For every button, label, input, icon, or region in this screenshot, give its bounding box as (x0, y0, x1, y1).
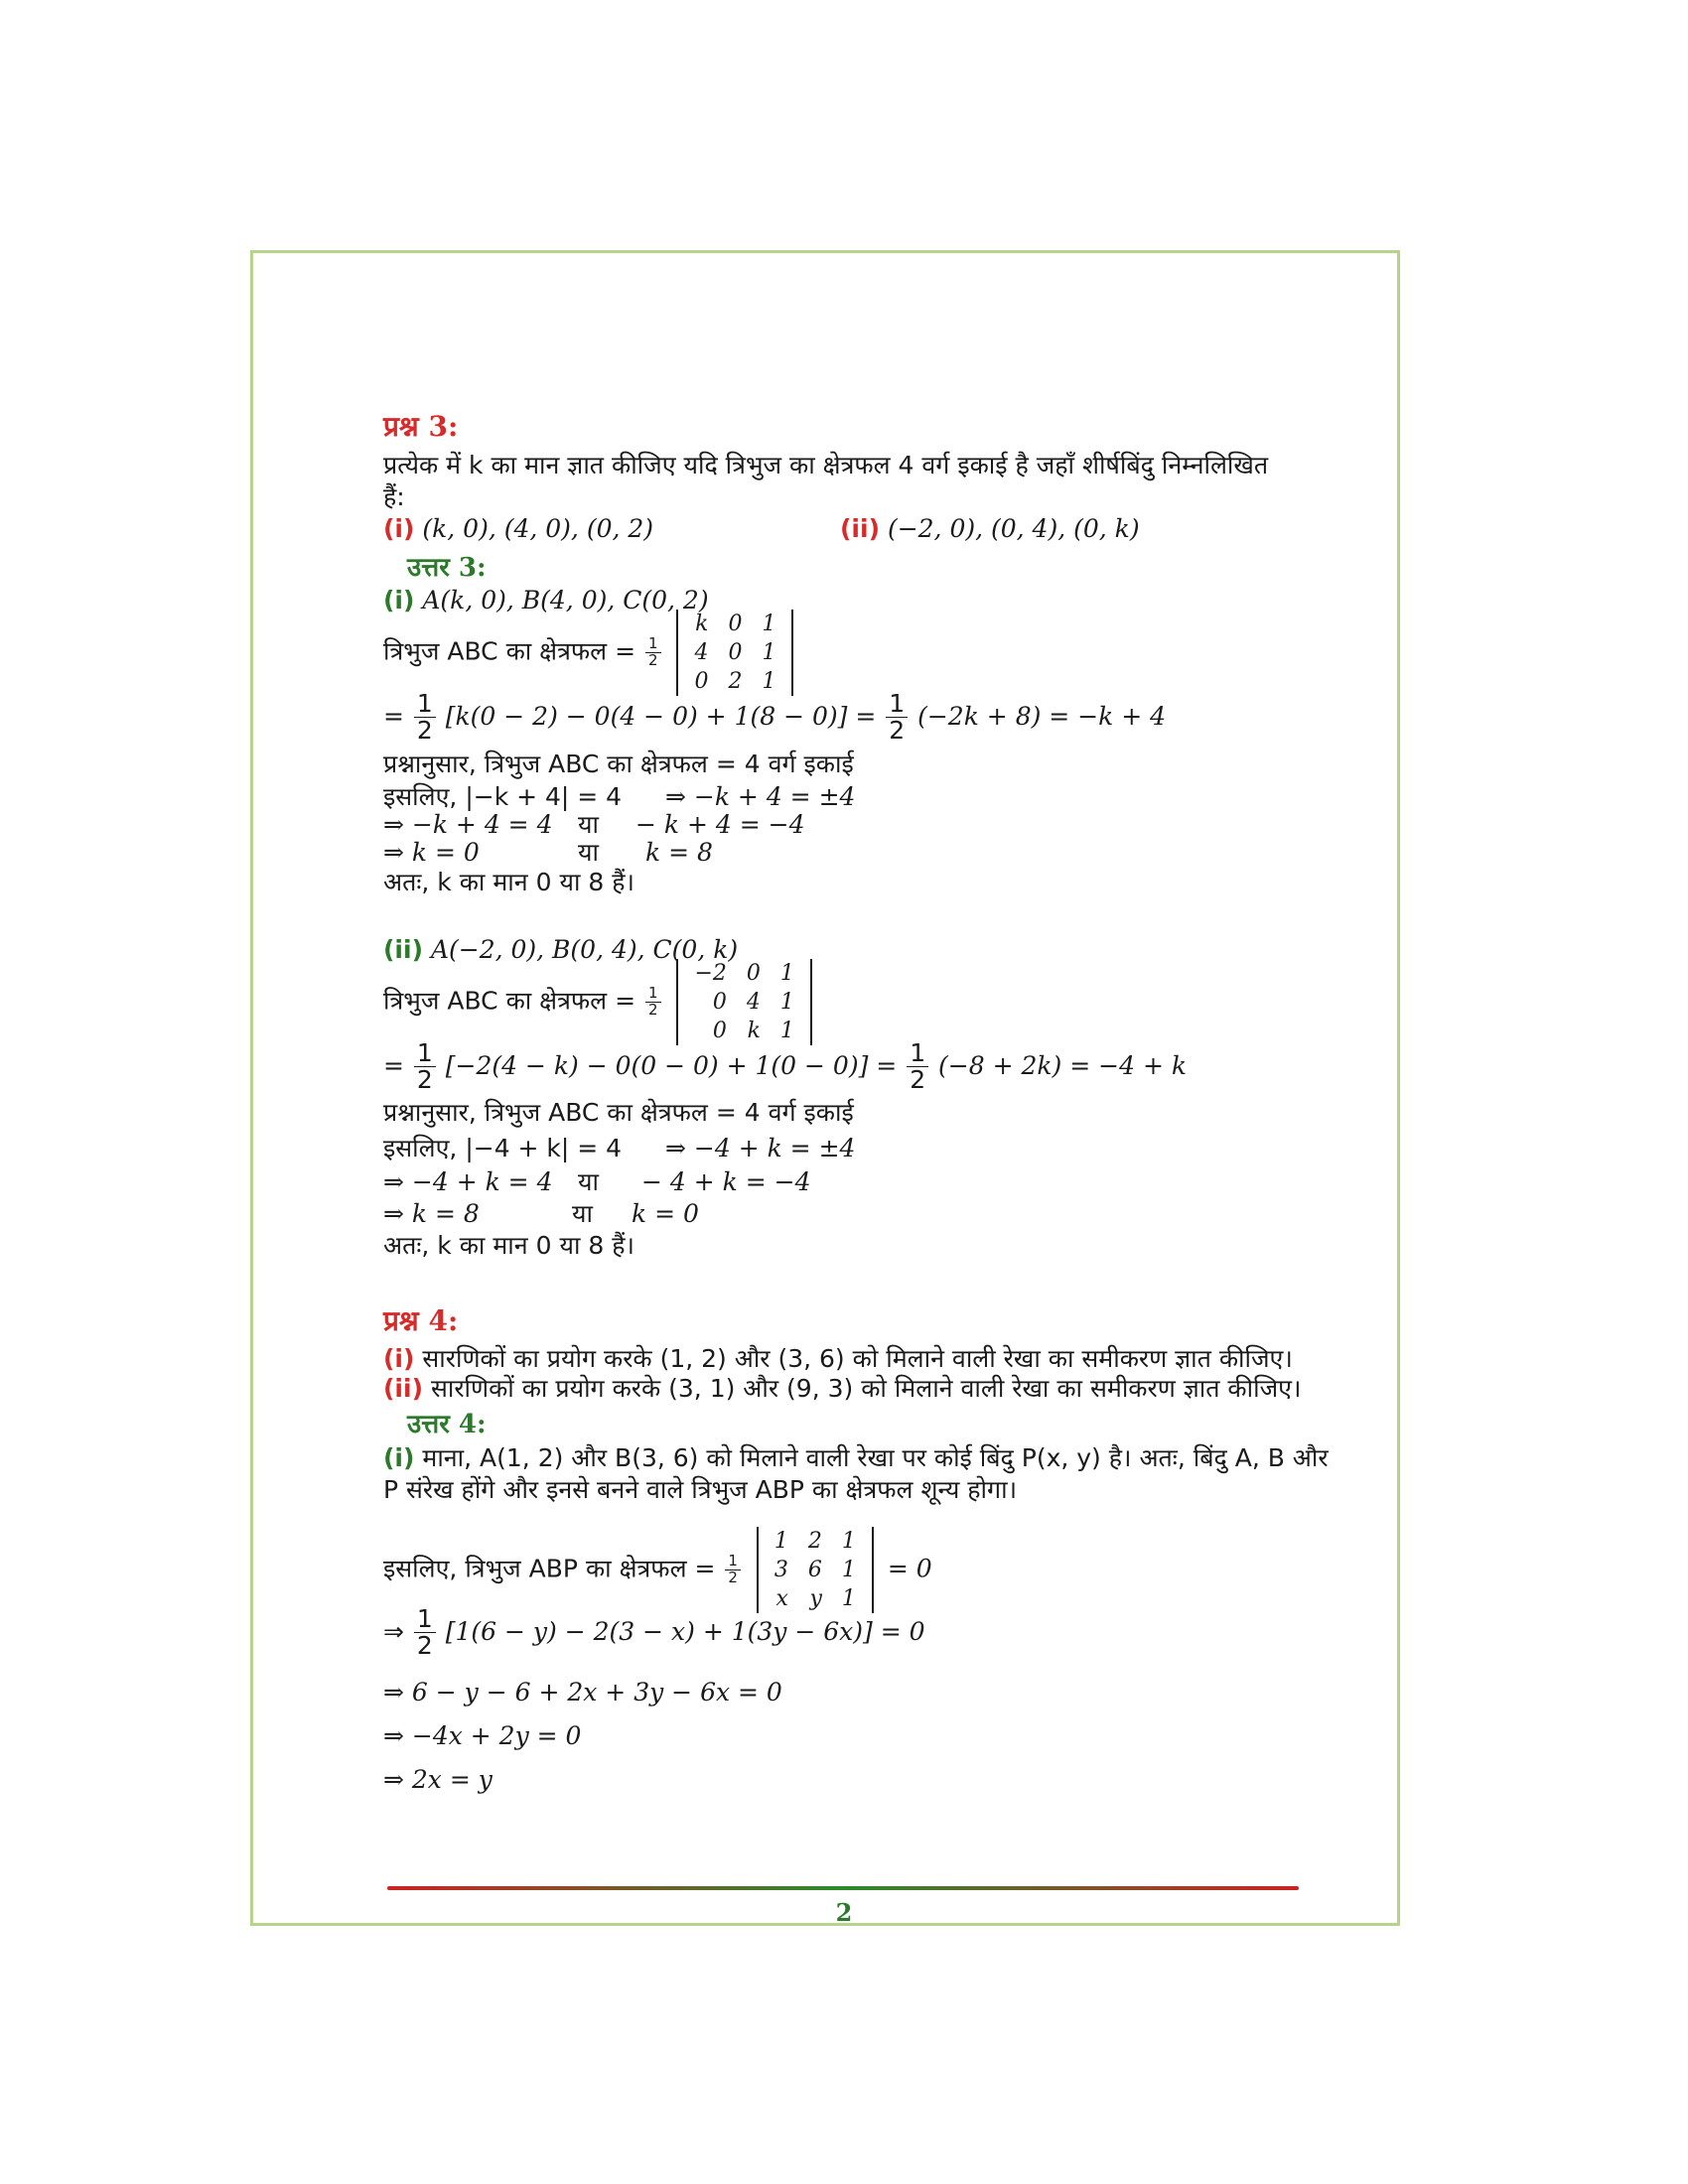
question-3-parts (383, 512, 653, 546)
determinant: 1 2 1 3 6 1 x y 1 (757, 1527, 874, 1613)
half-fraction: $\frac{1}{2}$ (414, 691, 436, 745)
a3-i-case-or: या (578, 810, 599, 839)
a3-ii-case-right: − 4 + k = −4 (641, 1167, 811, 1196)
a3-ii-sol-or: या (572, 1199, 593, 1228)
a4-i-text-line-2: P संरेख होंगे और इनसे बनने वाले त्रिभुज ABP का क्षेत्रफल शून्य होगा। (383, 1475, 1018, 1504)
a3-ii-abs-right: ⇒ −4 + k = ±4 (665, 1134, 856, 1162)
a3-i-points: A(k, 0), B(4, 0), C(0, 2) (422, 586, 709, 614)
question-3-part-ii (840, 512, 1140, 546)
a3-ii-sol-right: k = 0 (632, 1199, 699, 1228)
a4-i-label: (i) (383, 1443, 415, 1472)
a3-ii-abs-left: इसलिए, |−4 + k| = 4 (383, 1134, 623, 1162)
a4-i-text-line-1: (i) माना, A(1, 2) और B(3, 6) को मिलाने वाली रेखा पर कोई बिंदु P(x, y) है। अतः, बिंदु A, B और (383, 1443, 1329, 1472)
q4-part-i-text: सारणिकों का प्रयोग करके (1, 2) और (3, 6) को मिलाने वाली रेखा का समीकरण ज्ञात कीजिए। (422, 1344, 1293, 1373)
question-3-heading: प्रश्न 3: (383, 410, 459, 443)
a3-i-area-line (383, 610, 799, 696)
part-i-points: (k, 0), (4, 0), (0, 2) (422, 514, 654, 543)
a3-ii-points: A(−2, 0), B(0, 4), C(0, k) (430, 935, 739, 964)
a4-step-2: ⇒ 6 − y − 6 + 2x + 3y − 6x = 0 (383, 1678, 782, 1706)
question-4-part-ii (383, 1372, 1301, 1406)
page-content (383, 0, 1329, 2184)
a4-step-4: ⇒ 2x = y (383, 1765, 492, 1794)
a3-ii-expansion: = $\frac{1}{2}$ [−2(4 − k) − 0(0 − 0) + 1(0 − 0)] = $\frac{1}{2}$ (−8 + 2k) = −4 + k (383, 1038, 1187, 1095)
a3-i-case-right: − k + 4 = −4 (635, 810, 805, 839)
a3-ii-area-line (383, 959, 818, 1045)
part-ii-label: (ii) (840, 514, 880, 543)
half-fraction: $\frac{1}{2}$ (645, 986, 661, 1019)
a3-ii-condition: प्रश्नानुसार, त्रिभुज ABC का क्षेत्रफल = 4 वर्ग इकाई (383, 1098, 854, 1127)
a3-ii-case-or: या (578, 1167, 599, 1196)
area-prefix: त्रिभुज ABC का क्षेत्रफल = (383, 986, 636, 1016)
a3-i-sol-left: ⇒ k = 0 (383, 838, 480, 867)
part-i-label: (i) (383, 514, 415, 543)
footer-rule (387, 1886, 1299, 1890)
a3-i-abs-right: ⇒ −k + 4 = ±4 (665, 782, 856, 811)
area-prefix: इसलिए, त्रिभुज ABP का क्षेत्रफल = (383, 1554, 716, 1583)
half-fraction: $\frac{1}{2}$ (414, 1040, 436, 1094)
a3-i-expansion: = $\frac{1}{2}$ [k(0 − 2) − 0(4 − 0) + 1(8 − 0)] = $\frac{1}{2}$ (−2k + 8) = −k + 4 (383, 689, 1167, 746)
a3-i-sol-right: k = 8 (645, 838, 713, 867)
half-fraction: $\frac{1}{2}$ (907, 1040, 928, 1094)
answer-4-heading: उत्तर 4: (407, 1410, 487, 1439)
q4-part-ii-text: सारणिकों का प्रयोग करके (3, 1) और (9, 3) को मिलाने वाली रेखा का समीकरण ज्ञात कीजिए। (430, 1374, 1302, 1403)
a3-ii-conclusion: अतः, k का मान 0 या 8 हैं। (383, 1231, 634, 1260)
q4-part-ii-label: (ii) (383, 1374, 423, 1403)
area-prefix: त्रिभुज ABC का क्षेत्रफल = (383, 636, 636, 666)
q4-part-i-label: (i) (383, 1344, 415, 1373)
a3-i-abs-left: इसलिए, |−k + 4| = 4 (383, 782, 623, 811)
question-3-statement-line-1: प्रत्येक में k का मान ज्ञात कीजिए यदि त्रिभुज का क्षेत्रफल 4 वर्ग इकाई है जहाँ शीर्षबिंदु निम्नलिखित (383, 451, 1269, 479)
half-fraction: $\frac{1}{2}$ (414, 1606, 436, 1660)
a3-i-condition: प्रश्नानुसार, त्रिभुज ABC का क्षेत्रफल = 4 वर्ग इकाई (383, 750, 854, 778)
question-4-part-i (383, 1342, 1293, 1376)
determinant: k 0 1 4 0 1 0 2 1 (676, 610, 793, 696)
a3-i-case-left: ⇒ −k + 4 = 4 (383, 810, 553, 839)
half-fraction: $\frac{1}{2}$ (886, 691, 908, 745)
a3-i-label: (i) (383, 586, 415, 614)
page-number: 2 (835, 1898, 853, 1927)
half-fraction: $\frac{1}{2}$ (725, 1554, 741, 1586)
answer-3-heading: उत्तर 3: (407, 553, 487, 583)
a3-i-sol-or: या (578, 838, 599, 867)
a4-step-3: ⇒ −4x + 2y = 0 (383, 1721, 582, 1750)
a4-area-line: इसलिए, त्रिभुज ABP का क्षेत्रफल = $\frac{1}{2}$ 1 2 1 3 6 1 x y 1 = 0 (383, 1529, 932, 1611)
part-ii-points: (−2, 0), (0, 4), (0, k) (887, 514, 1140, 543)
question-3-statement-line-2: हैं: (383, 482, 405, 511)
half-fraction: $\frac{1}{2}$ (645, 636, 661, 669)
a3-ii-sol-left: ⇒ k = 8 (383, 1199, 480, 1228)
determinant: −2 0 1 0 4 1 0 k 1 (676, 959, 811, 1045)
question-4-heading: प्रश्न 4: (383, 1304, 459, 1337)
a3-ii-case-left: ⇒ −4 + k = 4 (383, 1167, 553, 1196)
a3-ii-label: (ii) (383, 935, 423, 964)
a4-step-1: ⇒ $\frac{1}{2}$ [1(6 − y) − 2(3 − x) + 1(3y − 6x)] = 0 (383, 1604, 925, 1661)
a3-i-conclusion: अतः, k का मान 0 या 8 हैं। (383, 868, 634, 896)
